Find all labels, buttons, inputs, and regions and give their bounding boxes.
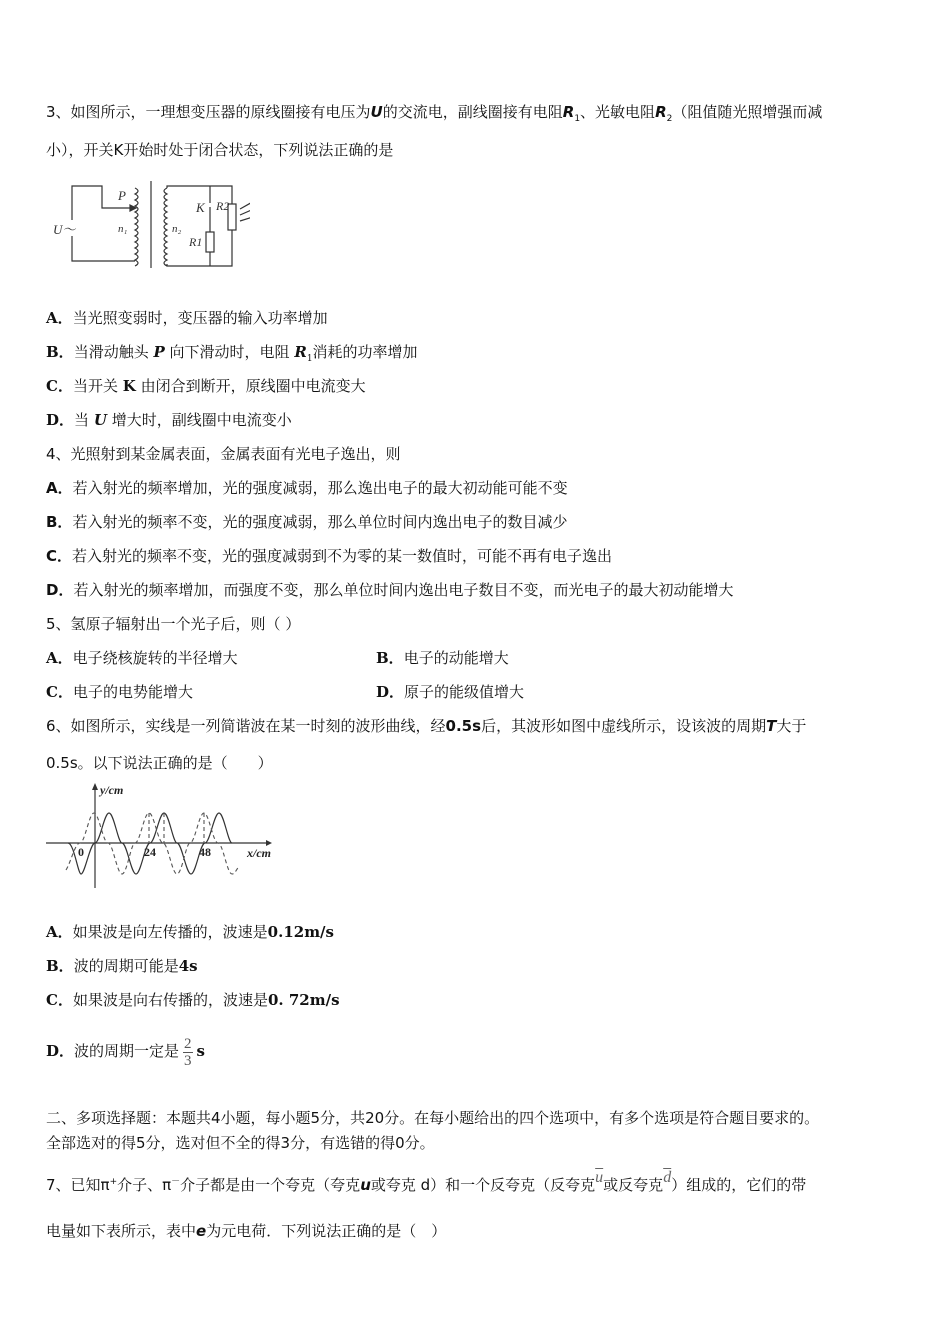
q3-stem-line1: 3、如图所示，一理想变压器的原线圈接有电压为U的交流电，副线圈接有电阻$R_1$、光敏电阻$R_2$（阻值随光照增强而减 [46,103,823,124]
svg-text:24: 24 [144,845,156,859]
svg-text:n₂: n₂ [172,223,182,235]
q3-option-b[interactable]: B．当滑动触头 P 向下滑动时，电阻 $R_1$消耗的功率增加 [46,343,418,364]
q6-stem-line2: 0.5s。以下说法正确的是（ ） [46,754,273,772]
q6-option-c[interactable]: C．如果波是向右传播的，波速是0. 72m/s [46,991,340,1009]
q4-option-d[interactable]: D．若入射光的频率增加，而强度不变，那么单位时间内逸出电子数目不变，而光电子的最大初动能增大 [46,581,734,599]
q7-stem-line1: 7、已知π+介子、π－介子都是由一个夸克（夸克u或夸克 d）和一个反夸克（反夸克$\overline{u}$或反夸克$\overline{d}$）组成的，它们的带 [46,1169,807,1194]
q5-option-a[interactable]: A．电子绕核旋转的半径增大 [46,649,238,667]
q3-transformer-circuit-figure [50,178,250,270]
section2-line2: 全部选对的得5分，选对但不全的得3分，有选错的得0分。 [46,1134,435,1152]
svg-text:n₁: n₁ [118,223,128,235]
svg-text:y/cm: y/cm [100,783,124,797]
q3-option-c[interactable]: C．当开关 K 由闭合到断开，原线圈中电流变大 [46,377,366,395]
q4-option-a[interactable]: A．若入射光的频率增加，光的强度减弱，那么逸出电子的最大初动能可能不变 [46,479,568,497]
svg-text:x/cm: x/cm [247,846,271,860]
svg-text:0: 0 [78,845,84,859]
section2-line1: 二、多项选择题：本题共4小题，每小题5分，共20分。在每小题给出的四个选项中，有多个选项是符合题目要求的。 [46,1109,820,1127]
q5-option-c[interactable]: C．电子的电势能增大 [46,683,193,701]
q4-stem: 4、光照射到某金属表面，金属表面有光电子逸出，则 [46,445,401,463]
fraction-two-thirds: $\frac{2}{3}$ [184,1035,192,1069]
q3-stem-line2: 小），开关K开始时处于闭合状态，下列说法正确的是 [46,141,394,159]
q4-option-c[interactable]: C．若入射光的频率不变，光的强度减弱到不为零的某一数值时，可能不再有电子逸出 [46,547,613,565]
svg-text:R1: R1 [189,235,203,249]
q3-option-a[interactable]: A．当光照变弱时，变压器的输入功率增加 [46,309,328,327]
q4-option-b[interactable]: B．若入射光的频率不变，光的强度减弱，那么单位时间内逸出电子的数目减少 [46,513,568,531]
svg-text:R2: R2 [216,199,230,213]
q6-stem-line1: 6、如图所示，实线是一列简谐波在某一时刻的波形曲线，经0.5s后，其波形如图中虚线所示，设该波的周期T大于 [46,717,807,735]
q5-option-d[interactable]: D．原子的能级值增大 [376,683,525,701]
q6-option-d[interactable]: D．波的周期一定是 $\frac{2}{3}$ s [46,1035,205,1069]
anti-u-quark-symbol: $\overline{u}$ [595,1169,604,1186]
svg-text:48: 48 [199,845,211,859]
q6-option-a[interactable]: A．如果波是向左传播的，波速是0.12m/s [46,923,334,941]
q7-stem-line2: 电量如下表所示，表中e为元电荷．下列说法正确的是（ ） [46,1222,447,1240]
svg-text:P: P [118,188,126,203]
q5-option-b[interactable]: B．电子的动能增大 [376,649,509,667]
q6-option-b[interactable]: B．波的周期可能是4s [46,957,198,975]
q3-option-d[interactable]: D．当 U 增大时，副线圈中电流变小 [46,411,292,429]
q5-stem: 5、氢原子辐射出一个光子后，则（ ） [46,615,301,633]
svg-text:U～: U～ [53,222,76,237]
svg-text:K: K [196,200,205,215]
anti-d-quark-symbol: $\overline{d}$ [663,1169,672,1186]
q6-wave-graph-figure [44,780,284,892]
